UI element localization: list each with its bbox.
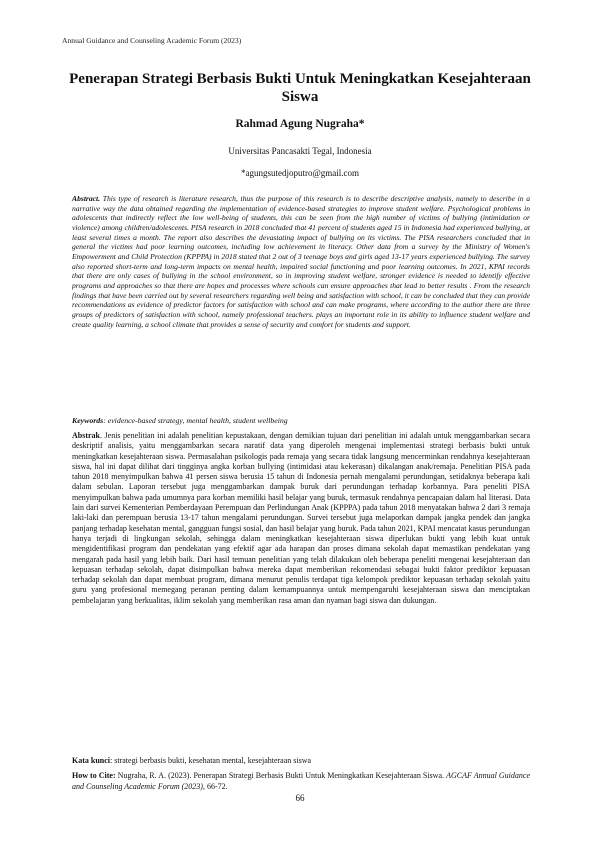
keywords-english (72, 416, 530, 425)
how-to-cite-text: Nugraha, R. A. (2023). Penerapan Strategi Berbasis Bukti Untuk Meningkatkan Kesejahteraan Siswa. (115, 771, 447, 780)
author-affiliation: Universitas Pancasakti Tegal, Indonesia (228, 146, 372, 156)
keywords-indonesian-text: : strategi berbasis bukti, kesehatan mental, kesejahteraan siswa (110, 756, 312, 765)
author-name: Rahmad Agung Nugraha* (235, 118, 365, 130)
running-header: Annual Guidance and Counseling Academic Forum (2023) (62, 36, 242, 45)
abstract-indonesian (72, 431, 530, 606)
page-number: 66 (295, 793, 305, 803)
abstract-indonesian-text: . Jenis penelitian ini adalah penelitian kepustakaan, dengan demikian tujuan dari penelitian ini adalah untuk menggambarkan secara deskriptif analisis, yaitu menggambarkan secara naratif data yang diperoleh mengenai implementasi strategi berbasis bukti untuk meningkatkan kesejahteraan siswa. Permasalahan psikologis pada remaja yang secara tidak langsung mencerminkan rendahnya kesejahteraan siswa, hal ini dapat dilihat dari tingginya angka korban bullying (intimidasi atau kekerasan) dikalangan anak/remaja. Penelitian PISA pada tahun 2018 menyimpulkan bahwa 41 persen siswa berusia 15 tahun di Indonesia pernah mengalami perundungan, setidaknya beberapa kali dalam sebulan. Laporan tersebut juga menggambarkan dampak buruk dari perundungan terhadap korbannya. Para peneliti PISA menyimpulkan bahwa pada umumnya para korban memiliki hasil belajar yang buruk, termasuk rendahnya pencapaian dalam hal literasi. Data lain dari survei Kementerian Pemberdayaan Perempuan dan Perlindungan Anak (KPPPA) pada tahun 2018 menyatakan bahwa 2 dari 3 remaja laki-laki dan perempuan berusia 13-17 tahun mengalami perundungan. Survei tersebut juga melaporkan dampak jangka pendek dan jangka panjang terhadap kesehatan mental, gangguan fungsi sosial, dan hasil belajar yang buruk. Pada tahun 2021, KPAI mencatat kasus perundungan hanya terjadi di lingkungan sekolah, sehingga dalam meningkatkan kesejahteraan siswa diperlukan bukti yang lebih kuat untuk mengidentifikasi program dan pendekatan yang efektif agar ada harapan dan proses dimana sekolah dapat memastikan pendekatan yang mengarah pada hasil yang lebih baik. Dari hasil temuan penelitian yang telah dilakukan oleh beberapa peneliti mengenai kesejahteraan dan kepuasan terhadap sekolah, dapat disimpulkan bahwa mereka dapat memberikan rekomendasi sebagai bukti faktor prediktor kepuasan terhadap sekolah dan dapat membuat program, dimana menurut penulis terdapat tiga kelompok prediktor kepuasan terhadap sekolah yaitu guru yang profesional memegang peranan penting dalam kemampuannya untuk mempengaruhi kesejahteraan siswa dan menciptakan pembelajaran yang berkualitas, iklim sekolah yang memberikan rasa aman dan nyaman bagi siswa dan dukungan. (72, 431, 530, 605)
how-to-cite-journal: AGCAF Annual Guidance and Counseling Academic Forum (2023) (72, 771, 531, 791)
abstract-english-label: Abstract. (72, 194, 101, 203)
author-email: *agungsutedjoputro@gmail.com (240, 168, 360, 178)
keywords-english-text: : evidence-based strategy, mental health, student wellbeing (103, 416, 288, 425)
abstract-english-text: This type of research is literature research, thus the purpose of this research is to describe descriptive analysis, namely to describe in a narrative way the data obtained regarding the implementation of evidence-based strategies to improve student welfare. Psychological problems in adolescents that indirectly reflect the low well-being of students, this can be seen from the high number of victims of bullying (intimidation or violence) among children/adolescents. PISA research in 2018 concluded that 41 percent of students aged 15 in Indonesia had experienced bullying, at least several times a month. The report also describes the devastating impact of bullying on its victims. The PISA researchers concluded that in general the victims had poor learning outcomes, including low achievement in literacy. Other data from a survey by the Ministry of Women's Empowerment and Child Protection (KPPPA) in 2018 stated that 2 out of 3 teenage boys and girls aged 13-17 years experienced bullying. The survey also reported short-term and long-term impacts on mental health, impaired social functioning and poor learning outcomes. In 2021, KPAI records that there are only cases of bullying in the school environment, so in improving student welfare, stronger evidence is needed to identify effective programs and approaches so that there are hopes and processes where schools can ensure approaches that lead to better results . From the research findings that have been carried out by several researchers regarding well being and satisfaction with school, it can be concluded that they can provide recommendations as evidence of predictor factors for satisfaction with school and can make programs, where according to the author there are three groups of predictors of satisfaction with school, namely professional teachers. plays an important role in its ability to influence student welfare and create quality learning, a school climate that provides a sense of security and comfort for students and support. (72, 194, 531, 329)
keywords-indonesian (72, 756, 530, 765)
paper-title: Penerapan Strategi Berbasis Bukti Untuk Meningkatkan Kesejahteraan Siswa (69, 71, 531, 105)
keywords-english-label: Keywords (72, 416, 104, 425)
how-to-cite (72, 771, 530, 792)
abstract-indonesian-label: Abstrak (72, 431, 101, 440)
abstract-english (72, 194, 530, 329)
keywords-indonesian-label: Kata kunci (72, 756, 111, 765)
how-to-cite-label: How to Cite: (72, 771, 116, 780)
how-to-cite-pages: , 66-72. (202, 781, 228, 791)
